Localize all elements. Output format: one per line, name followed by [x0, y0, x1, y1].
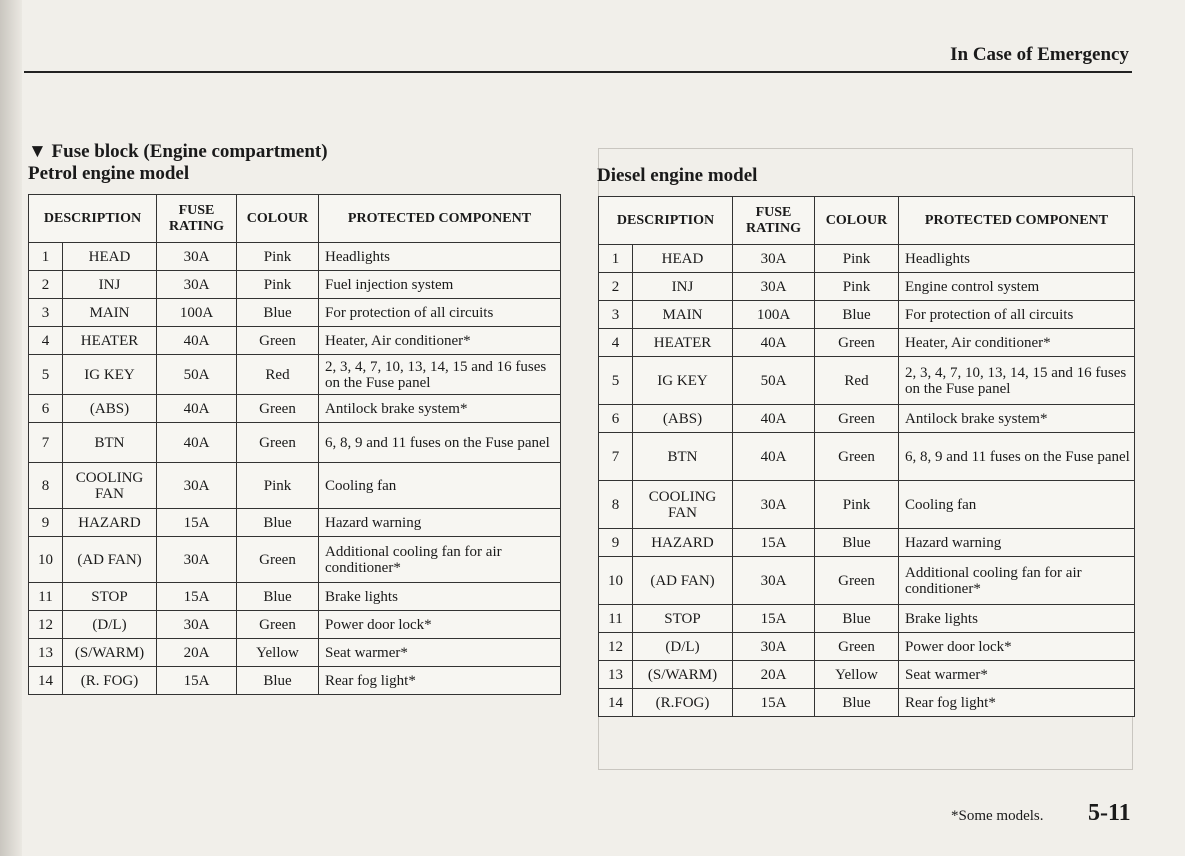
- fuse-colour: Blue: [815, 529, 899, 557]
- fuse-description: (R.FOG): [633, 689, 733, 717]
- footnote: *Some models.: [951, 808, 1044, 824]
- fuse-number: 8: [599, 481, 633, 529]
- table-row: [599, 529, 1135, 557]
- fuse-colour: Green: [237, 327, 319, 355]
- fuse-number: 8: [29, 463, 63, 509]
- table-row: [599, 357, 1135, 405]
- fuse-description: COOLING FAN: [633, 481, 733, 529]
- fuse-description: HEAD: [633, 245, 733, 273]
- fuse-number: 7: [599, 433, 633, 481]
- fuse-number: 4: [599, 329, 633, 357]
- protected-component: For protection of all circuits: [319, 299, 561, 327]
- fuse-colour: Pink: [815, 481, 899, 529]
- fuse-description: HAZARD: [63, 509, 157, 537]
- table-row: [599, 605, 1135, 633]
- fuse-description: INJ: [63, 271, 157, 299]
- fuse-description: INJ: [633, 273, 733, 301]
- table-row: [599, 433, 1135, 481]
- fuse-rating: 30A: [733, 633, 815, 661]
- fuse-description: (S/WARM): [633, 661, 733, 689]
- protected-component: Hazard warning: [319, 509, 561, 537]
- protected-component: Seat warmer*: [319, 639, 561, 667]
- col-rating-header: FUSE RATING: [157, 195, 237, 243]
- fuse-description: (AD FAN): [633, 557, 733, 605]
- fuse-description: (AD FAN): [63, 537, 157, 583]
- protected-component: Heater, Air conditioner*: [319, 327, 561, 355]
- fuse-rating: 30A: [733, 273, 815, 301]
- fuse-number: 14: [599, 689, 633, 717]
- protected-component: Additional cooling fan for air conditioner*: [319, 537, 561, 583]
- fuse-rating: 30A: [157, 463, 237, 509]
- fuse-rating: 15A: [733, 689, 815, 717]
- table-row: [599, 689, 1135, 717]
- fuse-description: (R. FOG): [63, 667, 157, 695]
- fuse-colour: Blue: [815, 605, 899, 633]
- fuse-number: 11: [29, 583, 63, 611]
- fuse-colour: Blue: [237, 583, 319, 611]
- protected-component: 2, 3, 4, 7, 10, 13, 14, 15 and 16 fuses on the Fuse panel: [319, 355, 561, 395]
- fuse-number: 9: [599, 529, 633, 557]
- page-number: 5-11: [1088, 800, 1131, 826]
- fuse-rating: 30A: [733, 481, 815, 529]
- fuse-number: 11: [599, 605, 633, 633]
- fuse-description: HEATER: [633, 329, 733, 357]
- fuse-colour: Pink: [815, 273, 899, 301]
- fuse-colour: Red: [237, 355, 319, 395]
- protected-component: Rear fog light*: [899, 689, 1135, 717]
- fuse-number: 12: [599, 633, 633, 661]
- col-rating-header: FUSE RATING: [733, 197, 815, 245]
- fuse-number: 12: [29, 611, 63, 639]
- petrol-table-title: Petrol engine model: [28, 163, 190, 184]
- fuse-rating: 40A: [733, 329, 815, 357]
- table-row: [29, 271, 561, 299]
- fuse-colour: Green: [237, 537, 319, 583]
- table-row: [29, 423, 561, 463]
- protected-component: Cooling fan: [899, 481, 1135, 529]
- table-row: [29, 583, 561, 611]
- table-row: [29, 463, 561, 509]
- protected-component: Power door lock*: [899, 633, 1135, 661]
- fuse-rating: 40A: [157, 395, 237, 423]
- table-row: [599, 557, 1135, 605]
- fuse-description: MAIN: [63, 299, 157, 327]
- table-row: [599, 245, 1135, 273]
- fuse-colour: Green: [237, 395, 319, 423]
- col-component-header: PROTECTED COMPONENT: [899, 197, 1135, 245]
- table-row: [29, 395, 561, 423]
- fuse-description: HAZARD: [633, 529, 733, 557]
- protected-component: Heater, Air conditioner*: [899, 329, 1135, 357]
- fuse-rating: 40A: [157, 423, 237, 463]
- petrol-rows: [29, 243, 561, 695]
- table-row: [29, 667, 561, 695]
- protected-component: Fuel injection system: [319, 271, 561, 299]
- fuse-colour: Green: [815, 433, 899, 481]
- table-header-row: [599, 197, 1135, 245]
- protected-component: Antilock brake system*: [899, 405, 1135, 433]
- table-row: [599, 273, 1135, 301]
- table-row: [599, 301, 1135, 329]
- protected-component: Antilock brake system*: [319, 395, 561, 423]
- fuse-description: COOLING FAN: [63, 463, 157, 509]
- fuse-rating: 100A: [733, 301, 815, 329]
- table-row: [29, 639, 561, 667]
- fuse-description: (D/L): [633, 633, 733, 661]
- fuse-rating: 30A: [157, 611, 237, 639]
- protected-component: Engine control system: [899, 273, 1135, 301]
- fuse-number: 2: [29, 271, 63, 299]
- protected-component: Brake lights: [899, 605, 1135, 633]
- table-row: [599, 329, 1135, 357]
- fuse-colour: Blue: [815, 301, 899, 329]
- fuse-rating: 15A: [733, 529, 815, 557]
- fuse-rating: 30A: [157, 537, 237, 583]
- fuse-colour: Red: [815, 357, 899, 405]
- section-title: ▼ Fuse block (Engine compartment): [28, 141, 328, 162]
- protected-component: Hazard warning: [899, 529, 1135, 557]
- fuse-number: 13: [599, 661, 633, 689]
- fuse-description: STOP: [633, 605, 733, 633]
- fuse-number: 7: [29, 423, 63, 463]
- fuse-rating: 40A: [733, 405, 815, 433]
- fuse-rating: 30A: [733, 557, 815, 605]
- protected-component: Cooling fan: [319, 463, 561, 509]
- fuse-rating: 20A: [733, 661, 815, 689]
- table-row: [599, 661, 1135, 689]
- fuse-description: (D/L): [63, 611, 157, 639]
- protected-component: 6, 8, 9 and 11 fuses on the Fuse panel: [319, 423, 561, 463]
- fuse-rating: 30A: [157, 243, 237, 271]
- fuse-number: 14: [29, 667, 63, 695]
- fuse-description: HEATER: [63, 327, 157, 355]
- table-row: [29, 537, 561, 583]
- fuse-colour: Blue: [237, 667, 319, 695]
- fuse-rating: 15A: [733, 605, 815, 633]
- fuse-description: (ABS): [633, 405, 733, 433]
- diesel-table-title: Diesel engine model: [597, 165, 758, 186]
- diesel-rows: [599, 245, 1135, 717]
- fuse-colour: Yellow: [237, 639, 319, 667]
- fuse-number: 4: [29, 327, 63, 355]
- fuse-number: 6: [29, 395, 63, 423]
- fuse-number: 6: [599, 405, 633, 433]
- fuse-number: 2: [599, 273, 633, 301]
- fuse-rating: 40A: [733, 433, 815, 481]
- table-row: [29, 611, 561, 639]
- fuse-number: 10: [29, 537, 63, 583]
- fuse-rating: 15A: [157, 583, 237, 611]
- col-description-header: DESCRIPTION: [29, 195, 157, 243]
- fuse-colour: Blue: [237, 299, 319, 327]
- fuse-description: (S/WARM): [63, 639, 157, 667]
- fuse-number: 10: [599, 557, 633, 605]
- col-colour-header: COLOUR: [237, 195, 319, 243]
- fuse-colour: Pink: [237, 271, 319, 299]
- fuse-colour: Pink: [815, 245, 899, 273]
- fuse-number: 3: [599, 301, 633, 329]
- fuse-rating: 30A: [157, 271, 237, 299]
- fuse-number: 3: [29, 299, 63, 327]
- table-header-row: [29, 195, 561, 243]
- fuse-number: 9: [29, 509, 63, 537]
- fuse-rating: 20A: [157, 639, 237, 667]
- protected-component: Headlights: [899, 245, 1135, 273]
- fuse-number: 13: [29, 639, 63, 667]
- fuse-rating: 15A: [157, 667, 237, 695]
- header-rule: [24, 71, 1132, 73]
- table-row: [29, 355, 561, 395]
- fuse-description: BTN: [63, 423, 157, 463]
- protected-component: Headlights: [319, 243, 561, 271]
- col-component-header: PROTECTED COMPONENT: [319, 195, 561, 243]
- table-row: [599, 405, 1135, 433]
- fuse-colour: Green: [815, 329, 899, 357]
- protected-component: 2, 3, 4, 7, 10, 13, 14, 15 and 16 fuses on the Fuse panel: [899, 357, 1135, 405]
- page-binding-shadow: [0, 0, 22, 856]
- table-row: [29, 243, 561, 271]
- fuse-colour: Pink: [237, 243, 319, 271]
- chapter-title: In Case of Emergency: [950, 44, 1129, 65]
- fuse-rating: 50A: [733, 357, 815, 405]
- fuse-description: MAIN: [633, 301, 733, 329]
- petrol-fuse-table: [28, 194, 561, 695]
- fuse-colour: Green: [815, 633, 899, 661]
- fuse-rating: 30A: [733, 245, 815, 273]
- fuse-colour: Green: [237, 423, 319, 463]
- fuse-number: 1: [29, 243, 63, 271]
- table-row: [29, 299, 561, 327]
- fuse-description: (ABS): [63, 395, 157, 423]
- fuse-colour: Blue: [237, 509, 319, 537]
- fuse-colour: Green: [237, 611, 319, 639]
- fuse-number: 5: [599, 357, 633, 405]
- table-row: [599, 481, 1135, 529]
- fuse-description: IG KEY: [633, 357, 733, 405]
- protected-component: Power door lock*: [319, 611, 561, 639]
- fuse-description: IG KEY: [63, 355, 157, 395]
- fuse-description: BTN: [633, 433, 733, 481]
- fuse-colour: Pink: [237, 463, 319, 509]
- table-row: [599, 633, 1135, 661]
- fuse-colour: Green: [815, 557, 899, 605]
- fuse-colour: Blue: [815, 689, 899, 717]
- protected-component: For protection of all circuits: [899, 301, 1135, 329]
- fuse-number: 5: [29, 355, 63, 395]
- protected-component: Brake lights: [319, 583, 561, 611]
- fuse-colour: Green: [815, 405, 899, 433]
- fuse-rating: 15A: [157, 509, 237, 537]
- protected-component: Rear fog light*: [319, 667, 561, 695]
- fuse-rating: 40A: [157, 327, 237, 355]
- table-row: [29, 327, 561, 355]
- fuse-rating: 50A: [157, 355, 237, 395]
- col-description-header: DESCRIPTION: [599, 197, 733, 245]
- protected-component: Additional cooling fan for air conditioner*: [899, 557, 1135, 605]
- protected-component: 6, 8, 9 and 11 fuses on the Fuse panel: [899, 433, 1135, 481]
- col-colour-header: COLOUR: [815, 197, 899, 245]
- fuse-description: STOP: [63, 583, 157, 611]
- fuse-rating: 100A: [157, 299, 237, 327]
- fuse-colour: Yellow: [815, 661, 899, 689]
- table-row: [29, 509, 561, 537]
- fuse-number: 1: [599, 245, 633, 273]
- diesel-fuse-table: [598, 196, 1135, 717]
- fuse-description: HEAD: [63, 243, 157, 271]
- protected-component: Seat warmer*: [899, 661, 1135, 689]
